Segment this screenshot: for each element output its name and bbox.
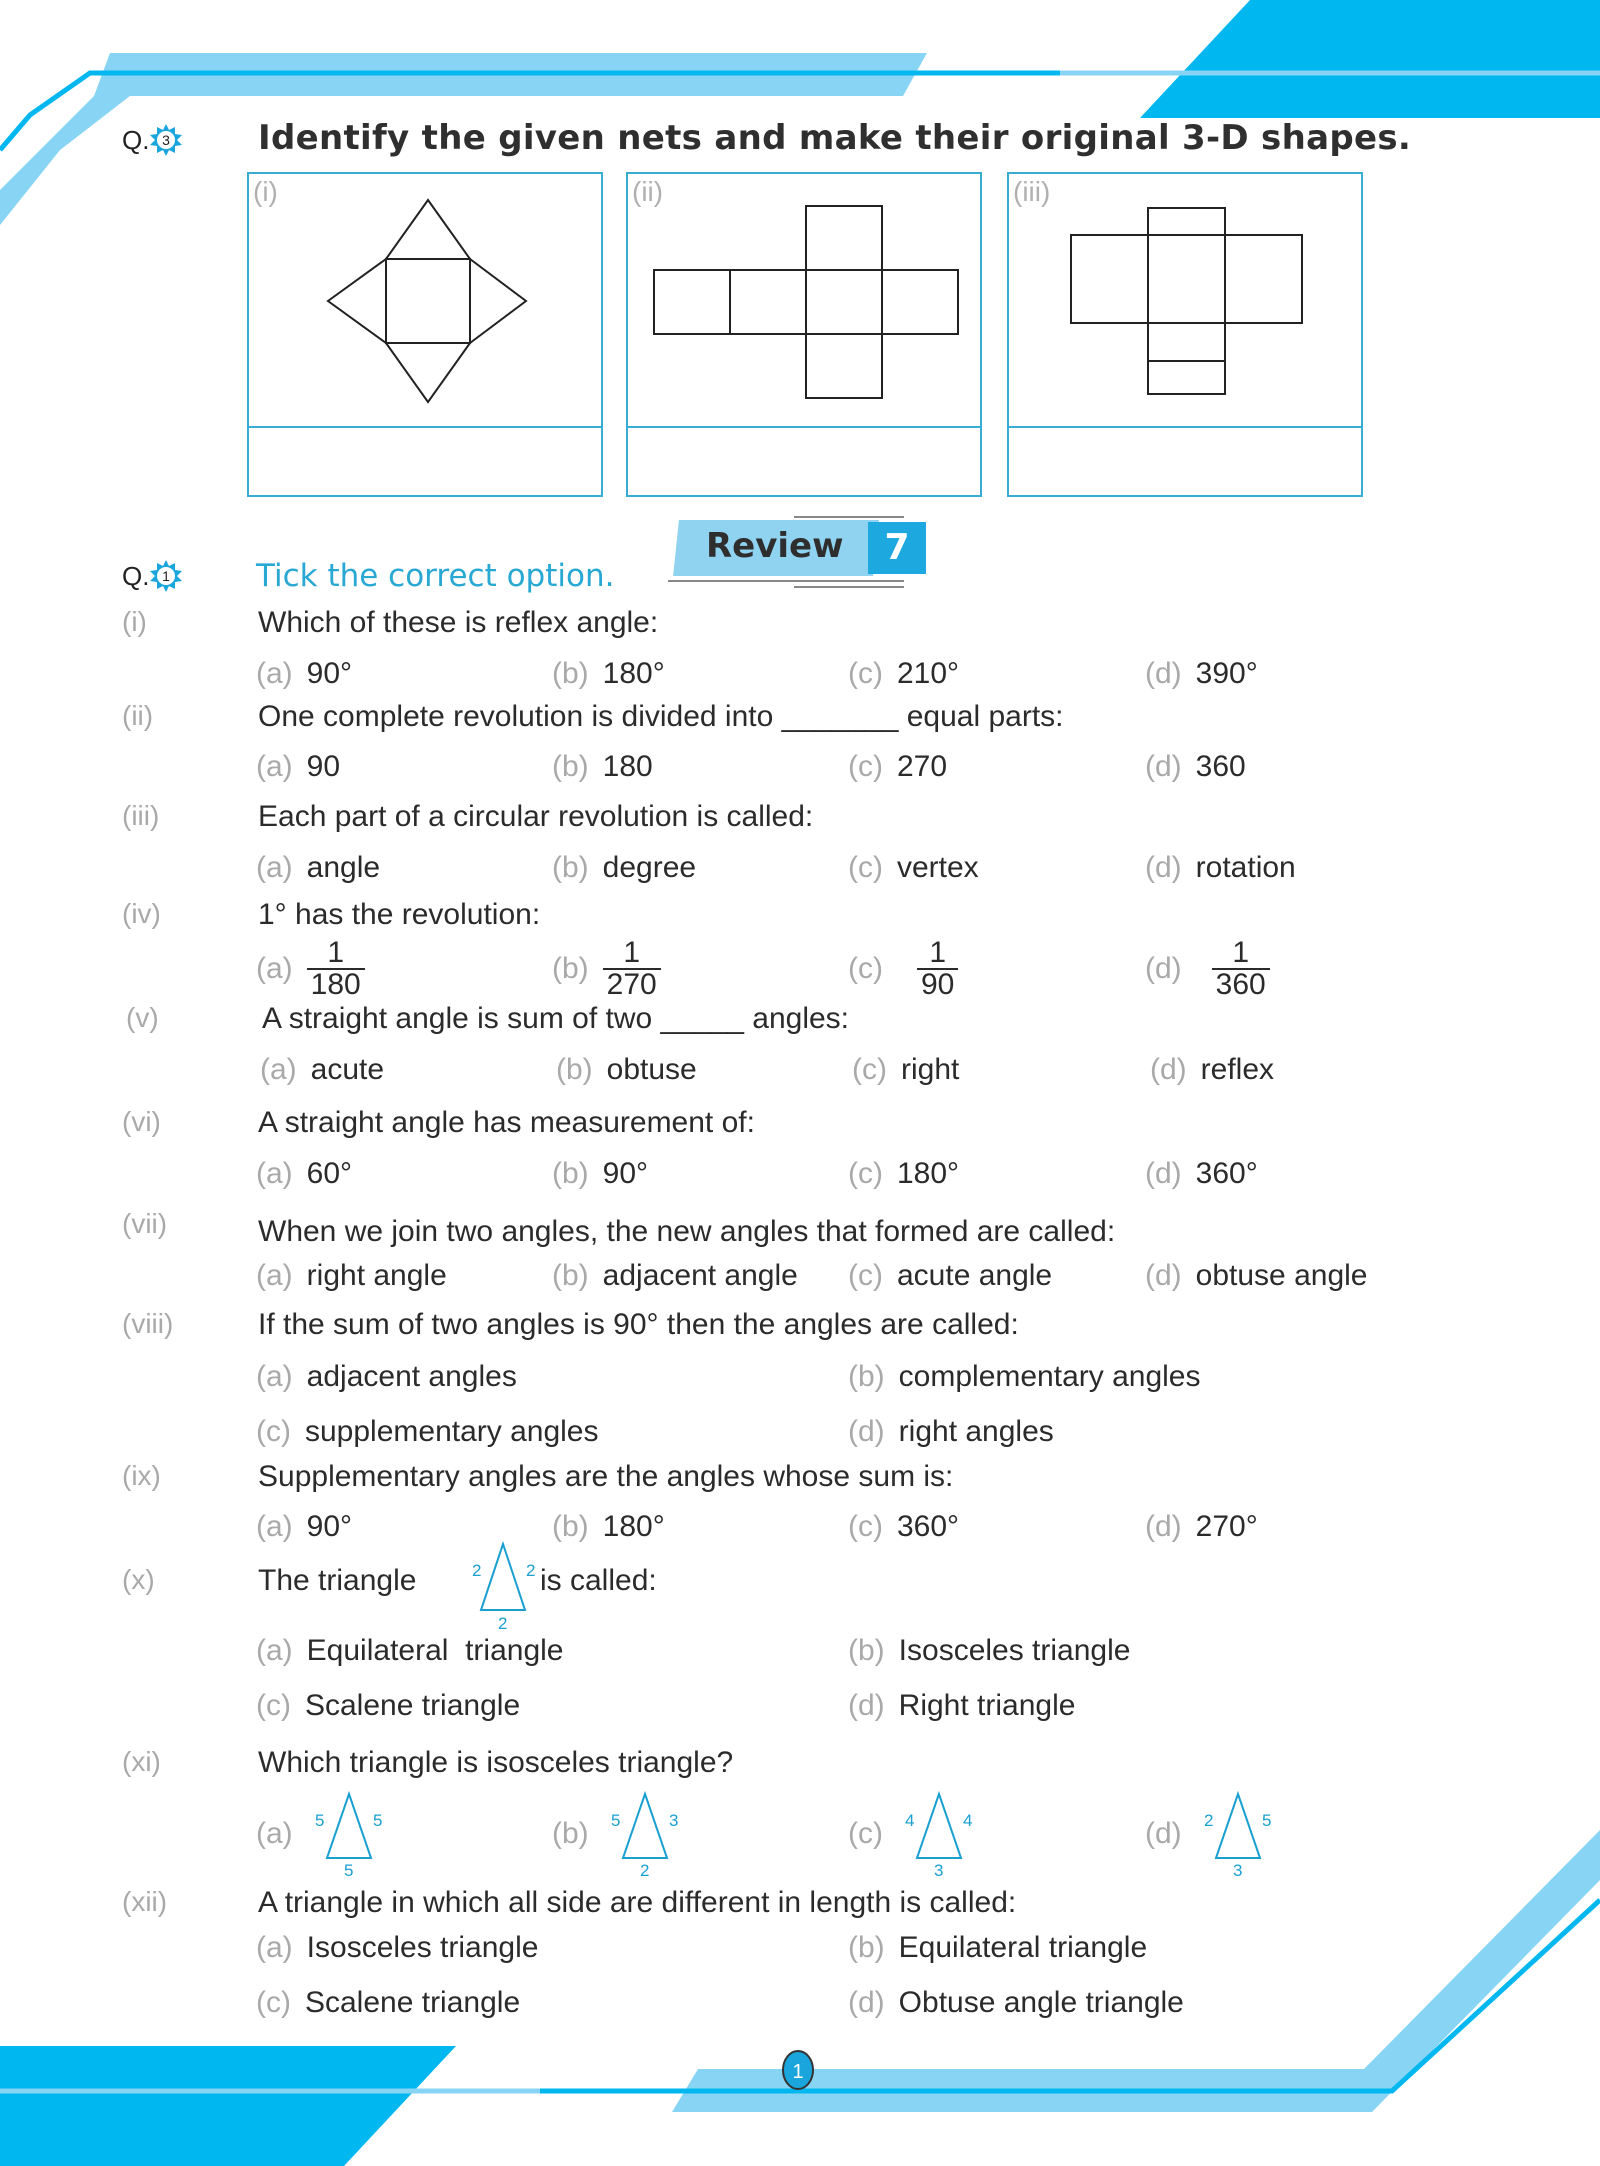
option-letter: (a) — [256, 1817, 293, 1850]
option-a[interactable] — [256, 657, 352, 691]
numerator: 1 — [623, 936, 641, 969]
option-text: vertex — [896, 851, 979, 884]
option-text: Scalene triangle — [304, 1986, 521, 2019]
option-letter: (d) — [848, 1986, 885, 2019]
question-number: (i) — [122, 606, 147, 637]
option-text: obtuse angle — [1195, 1259, 1368, 1292]
option-letter: (c) — [256, 1689, 291, 1722]
option-text: reflex — [1200, 1053, 1275, 1086]
option-c[interactable] — [848, 1510, 959, 1544]
triangle-side-label: 3 — [668, 1811, 679, 1830]
option-text: supplementary angles — [304, 1415, 599, 1448]
option-b[interactable] — [848, 1360, 1201, 1394]
option-b[interactable] — [552, 750, 653, 784]
option-letter: (a) — [256, 1360, 293, 1393]
question-text: 1° has the revolution: — [258, 898, 541, 931]
sun-badge-icon — [150, 124, 182, 156]
option-letter: (b) — [848, 1931, 885, 1964]
question-text: Supplementary angles are the angles whose sum is: — [258, 1460, 954, 1493]
option-letter: (d) — [1145, 952, 1182, 985]
triangle-figure — [458, 1540, 548, 1630]
svg-text:1: 1 — [162, 568, 171, 584]
option-letter: (c) — [848, 1817, 883, 1850]
option-letter: (a) — [256, 657, 293, 690]
sun-badge-icon — [150, 560, 182, 592]
option-text: 210° — [896, 657, 960, 690]
option-a[interactable] — [256, 750, 340, 784]
option-text: 90 — [306, 750, 341, 783]
option-d[interactable] — [1145, 1790, 1280, 1878]
option-letter: (b) — [552, 750, 589, 783]
option-letter: (a) — [256, 851, 293, 884]
option-c[interactable] — [256, 1415, 599, 1449]
option-text: adjacent angles — [306, 1360, 517, 1393]
question-number: (xii) — [122, 1886, 168, 1917]
option-letter: (b) — [552, 851, 589, 884]
option-letter: (c) — [852, 1053, 887, 1086]
square-pyramid-net-figure — [249, 174, 605, 426]
option-letter: (d) — [1145, 657, 1182, 690]
option-text: Isosceles triangle — [898, 1634, 1131, 1667]
numerator: 1 — [929, 936, 947, 969]
triangle-base-label: 2 — [498, 1614, 508, 1630]
option-letter: (d) — [1145, 750, 1182, 783]
option-text: Equilateral triangle — [306, 1634, 564, 1667]
option-b[interactable] — [552, 851, 696, 885]
triangle-side-label: 2 — [472, 1561, 482, 1580]
question-text-before: The triangle — [258, 1564, 417, 1597]
triangle-base-label: 5 — [343, 1861, 354, 1878]
option-text: angle — [306, 851, 381, 884]
option-d[interactable] — [1145, 1510, 1258, 1544]
triangle-figure — [897, 1790, 981, 1878]
option-letter: (b) — [552, 952, 589, 985]
option-c[interactable] — [848, 657, 959, 691]
option-text: acute — [310, 1053, 385, 1086]
triangle-side-label: 5 — [1261, 1811, 1272, 1830]
option-letter: (c) — [256, 1415, 291, 1448]
answer-area[interactable] — [1009, 428, 1361, 495]
question-number: (vii) — [122, 1208, 168, 1239]
option-b[interactable] — [552, 657, 665, 691]
question-number: (v) — [126, 1002, 159, 1033]
option-letter: (b) — [848, 1360, 885, 1393]
option-letter: (c) — [848, 1510, 883, 1543]
option-b[interactable] — [552, 1510, 665, 1544]
option-letter: (a) — [256, 1157, 293, 1190]
top-left-diagonal-band — [0, 96, 130, 225]
option-b[interactable] — [848, 1634, 1130, 1668]
option-a[interactable] — [256, 1360, 517, 1394]
review-badge — [676, 520, 928, 576]
question-text: A triangle in which all side are different in length is called: — [258, 1886, 1017, 1919]
option-d[interactable] — [1145, 1259, 1367, 1293]
option-a[interactable] — [256, 1634, 564, 1668]
option-letter: (c) — [848, 750, 883, 783]
option-text: right — [900, 1053, 960, 1086]
option-letter: (b) — [552, 1510, 589, 1543]
question-text: A straight angle is sum of two _____ angles: — [262, 1002, 850, 1035]
question-text: When we join two angles, the new angles that formed are called: — [258, 1215, 1116, 1248]
question-text: One complete revolution is divided into _______ equal parts: — [258, 700, 1064, 733]
question-text: If the sum of two angles is 90° then the angles are called: — [258, 1308, 1019, 1341]
question-text: A straight angle has measurement of: — [258, 1106, 755, 1139]
option-b[interactable] — [556, 1053, 697, 1087]
triangle-side-label: 5 — [610, 1811, 621, 1830]
cube-net-figure — [628, 174, 984, 426]
option-text: Scalene triangle — [304, 1689, 521, 1722]
option-text: complementary angles — [898, 1360, 1201, 1393]
net-box-i — [247, 172, 603, 497]
option-letter: (a) — [256, 1259, 293, 1292]
option-d[interactable] — [1145, 851, 1296, 885]
option-b[interactable] — [552, 938, 661, 1000]
option-letter: (a) — [256, 1634, 293, 1667]
option-text: Right triangle — [898, 1689, 1076, 1722]
triangle-side-label: 2 — [1203, 1811, 1214, 1830]
option-d[interactable] — [1145, 657, 1258, 691]
option-letter: (a) — [256, 952, 293, 985]
option-d[interactable] — [1145, 1157, 1258, 1191]
question-text: Which of these is reflex angle: — [258, 606, 659, 639]
option-c[interactable] — [848, 1259, 1052, 1293]
option-text: 180° — [896, 1157, 960, 1190]
option-letter: (a) — [256, 750, 293, 783]
option-text: 270° — [1195, 1510, 1258, 1543]
option-text: 90° — [306, 1510, 353, 1543]
option-text: 180° — [602, 657, 665, 690]
option-a[interactable] — [256, 1790, 391, 1878]
option-d[interactable] — [1150, 1053, 1274, 1087]
option-letter: (b) — [556, 1053, 593, 1086]
top-right-block — [1140, 0, 1600, 118]
option-letter: (d) — [1150, 1053, 1187, 1086]
option-letter: (d) — [1145, 1817, 1182, 1850]
option-text: adjacent angle — [602, 1259, 798, 1292]
option-text: 60° — [306, 1157, 353, 1190]
net-label: (ii) — [632, 176, 664, 207]
option-a[interactable] — [256, 1510, 352, 1544]
option-letter: (b) — [552, 1259, 589, 1292]
question-text-after: is called: — [540, 1564, 657, 1597]
question-number: (iv) — [122, 898, 161, 929]
question-text: Each part of a circular revolution is called: — [258, 800, 814, 833]
option-letter: (a) — [256, 1931, 293, 1964]
triangle-side-label: 2 — [526, 1561, 536, 1580]
option-c[interactable] — [256, 1986, 520, 2020]
q3-number — [122, 124, 182, 156]
denominator: 180 — [307, 968, 365, 1000]
triangle-figure — [1196, 1790, 1280, 1878]
option-a[interactable] — [256, 938, 365, 1000]
review-number: 7 — [868, 522, 926, 574]
triangle-base-label: 2 — [639, 1861, 650, 1878]
option-letter: (c) — [848, 851, 883, 884]
option-b[interactable] — [552, 1790, 687, 1878]
review-label: Review — [706, 526, 844, 566]
answer-area[interactable] — [249, 428, 601, 495]
option-d[interactable] — [1145, 938, 1270, 1000]
option-text: Isosceles triangle — [306, 1931, 539, 1964]
fraction — [917, 938, 958, 1000]
option-text: Equilateral triangle — [898, 1931, 1148, 1964]
net-label: (i) — [253, 176, 278, 207]
option-letter: (c) — [848, 1259, 883, 1292]
option-b[interactable] — [848, 1931, 1147, 1965]
option-b[interactable] — [552, 1157, 648, 1191]
question-text: Which triangle is isosceles triangle? — [258, 1746, 734, 1779]
option-text: right angle — [306, 1259, 447, 1292]
option-d[interactable] — [1145, 750, 1246, 784]
option-letter: (b) — [552, 1157, 589, 1190]
option-letter: (c) — [256, 1986, 291, 2019]
fraction — [1212, 938, 1270, 1000]
cuboid-net-figure — [1009, 174, 1365, 426]
option-letter: (d) — [848, 1415, 885, 1448]
denominator: 90 — [917, 968, 958, 1000]
option-text: degree — [602, 851, 697, 884]
option-letter: (b) — [848, 1634, 885, 1667]
net-box-ii — [626, 172, 982, 497]
option-letter: (d) — [1145, 1510, 1182, 1543]
option-text: 90° — [306, 657, 353, 690]
option-a[interactable] — [256, 1259, 447, 1293]
option-text: 390° — [1195, 657, 1258, 690]
option-c[interactable] — [848, 851, 979, 885]
triangle-figure — [307, 1790, 391, 1878]
option-text: 360° — [896, 1510, 960, 1543]
option-d[interactable] — [848, 1986, 1184, 2020]
triangle-side-label: 4 — [962, 1811, 973, 1830]
option-b[interactable] — [552, 1259, 798, 1293]
denominator: 360 — [1212, 968, 1270, 1000]
option-letter: (b) — [552, 1817, 589, 1850]
option-letter: (c) — [848, 952, 883, 985]
q3-title: Identify the given nets and make their original 3-D shapes. — [258, 118, 1412, 158]
bottom-left-block — [0, 2046, 456, 2166]
option-c[interactable] — [256, 1689, 520, 1723]
question-number: (ix) — [122, 1460, 161, 1491]
q3-prefix: Q. — [122, 124, 150, 155]
q1-prefix: Q. — [122, 560, 150, 591]
option-text: obtuse — [606, 1053, 697, 1086]
triangle-base-label: 3 — [1232, 1861, 1243, 1878]
question-number: (x) — [122, 1564, 155, 1595]
question-number: (iii) — [122, 800, 160, 831]
option-text: 180 — [602, 750, 653, 783]
option-letter: (d) — [1145, 851, 1182, 884]
option-text: right angles — [898, 1415, 1054, 1448]
q1-title: Tick the correct option. — [256, 558, 615, 594]
answer-area[interactable] — [628, 428, 980, 495]
fraction — [603, 938, 661, 1000]
triangle-side-label: 4 — [904, 1811, 915, 1830]
triangle-figure — [603, 1790, 687, 1878]
triangle-base-label: 3 — [933, 1861, 944, 1878]
option-text: 270 — [896, 750, 948, 783]
option-c[interactable] — [848, 1790, 981, 1878]
question-number: (ii) — [122, 700, 154, 731]
option-letter: (d) — [1145, 1259, 1182, 1292]
option-a[interactable] — [256, 851, 380, 885]
numerator: 1 — [1232, 936, 1250, 969]
triangle-side-label: 5 — [372, 1811, 383, 1830]
option-a[interactable] — [260, 1053, 384, 1087]
numerator: 1 — [327, 936, 345, 969]
option-letter: (c) — [848, 1157, 883, 1190]
option-a[interactable] — [256, 1157, 352, 1191]
option-text: rotation — [1195, 851, 1296, 884]
option-c[interactable] — [852, 1053, 959, 1087]
option-d[interactable] — [848, 1415, 1054, 1449]
option-text: 180° — [602, 1510, 665, 1543]
page-number-badge — [778, 2048, 818, 2092]
option-c[interactable] — [848, 1157, 959, 1191]
page-number: 1 — [792, 2061, 804, 2083]
option-text: Obtuse angle triangle — [898, 1986, 1184, 2019]
option-letter: (d) — [1145, 1157, 1182, 1190]
option-letter: (b) — [552, 657, 589, 690]
net-box-iii — [1007, 172, 1363, 497]
question-number: (vi) — [122, 1106, 161, 1137]
option-text: 90° — [602, 1157, 649, 1190]
option-c[interactable] — [848, 750, 947, 784]
question-number: (xi) — [122, 1746, 161, 1777]
denominator: 270 — [603, 968, 661, 1000]
svg-text:3: 3 — [162, 132, 171, 148]
question-number: (viii) — [122, 1308, 174, 1339]
option-a[interactable] — [256, 1931, 538, 1965]
option-text: acute angle — [896, 1259, 1053, 1292]
fraction — [307, 938, 365, 1000]
net-label: (iii) — [1013, 176, 1051, 207]
option-d[interactable] — [848, 1689, 1075, 1723]
option-letter: (a) — [256, 1510, 293, 1543]
option-text: 360 — [1195, 750, 1246, 783]
option-text: 360° — [1195, 1157, 1258, 1190]
option-letter: (c) — [848, 657, 883, 690]
option-letter: (a) — [260, 1053, 297, 1086]
q1-number — [122, 560, 182, 592]
option-c[interactable] — [848, 938, 958, 1000]
option-letter: (d) — [848, 1689, 885, 1722]
triangle-side-label: 5 — [314, 1811, 325, 1830]
